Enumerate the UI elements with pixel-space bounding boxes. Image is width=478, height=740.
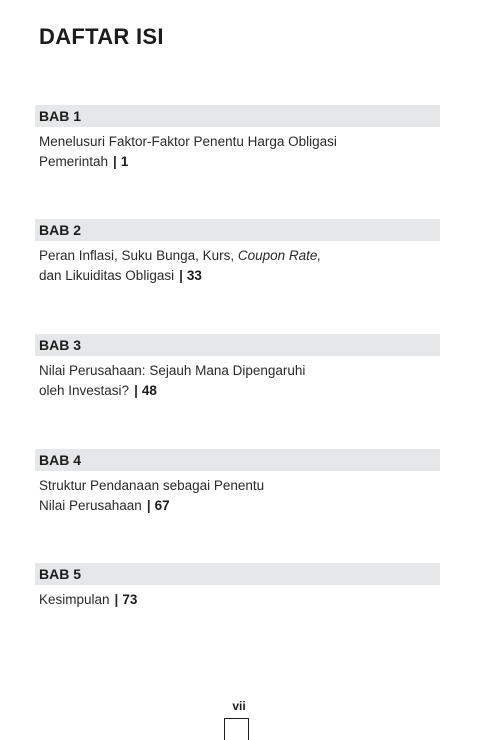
- chapter-title-italic: Coupon Rate,: [237, 248, 322, 263]
- chapter-title-text: Pemerintah: [39, 154, 109, 169]
- chapter-title-text: dan Likuiditas Obligasi: [39, 268, 175, 283]
- page-separator: |: [113, 154, 117, 169]
- page-separator: |: [134, 383, 138, 398]
- page-number[interactable]: 1: [120, 154, 129, 169]
- toc-entry-bab-3[interactable]: [35, 334, 440, 401]
- chapter-title: [35, 246, 440, 286]
- page-separator: |: [146, 498, 151, 513]
- chapter-title-line: Struktur Pendanaan sebagai Penentu: [39, 478, 265, 493]
- chapter-label: BAB 2: [35, 219, 440, 241]
- toc-entry-bab-4[interactable]: [35, 449, 440, 516]
- page-number[interactable]: 33: [186, 268, 202, 283]
- toc-entry-bab-5[interactable]: [35, 563, 440, 610]
- page-folio: vii: [232, 699, 246, 713]
- chapter-title-line: [39, 266, 440, 286]
- chapter-label: BAB 4: [35, 449, 440, 471]
- chapter-title-text: Peran Inflasi, Suku Bunga, Kurs,: [39, 248, 238, 263]
- chapter-title-line: [39, 152, 440, 172]
- chapter-title-line: Menelusuri Faktor-Faktor Penentu Harga Obligasi: [39, 134, 337, 149]
- toc-entry-bab-1[interactable]: [35, 105, 440, 172]
- chapter-title-text: Kesimpulan: [39, 592, 110, 607]
- page-number[interactable]: 73: [122, 592, 138, 607]
- chapter-label: BAB 5: [35, 563, 440, 585]
- toc-entry-bab-2[interactable]: [35, 219, 440, 286]
- chapter-title: [35, 590, 440, 610]
- folio-marker-box: [224, 718, 249, 740]
- chapter-title-line: [39, 496, 440, 516]
- chapter-title-text: oleh Investasi?: [39, 383, 130, 398]
- page-separator: |: [179, 268, 183, 283]
- chapter-title: [35, 361, 440, 401]
- chapter-title-text: Nilai Perusahaan: [39, 498, 142, 513]
- chapter-title-line: Nilai Perusahaan: Sejauh Mana Dipengaruhi: [39, 363, 306, 378]
- chapter-title-line: [39, 381, 440, 401]
- chapter-label: BAB 3: [35, 334, 440, 356]
- chapter-label: BAB 1: [35, 105, 440, 127]
- page-title: DAFTAR ISI: [39, 24, 164, 49]
- page-number[interactable]: 67: [154, 498, 170, 513]
- page-separator: |: [114, 592, 119, 607]
- chapter-title-line: [39, 590, 440, 610]
- chapter-title-line: [39, 246, 440, 266]
- chapter-title: [35, 476, 440, 516]
- chapter-title: [35, 132, 440, 172]
- page-number[interactable]: 48: [141, 383, 157, 398]
